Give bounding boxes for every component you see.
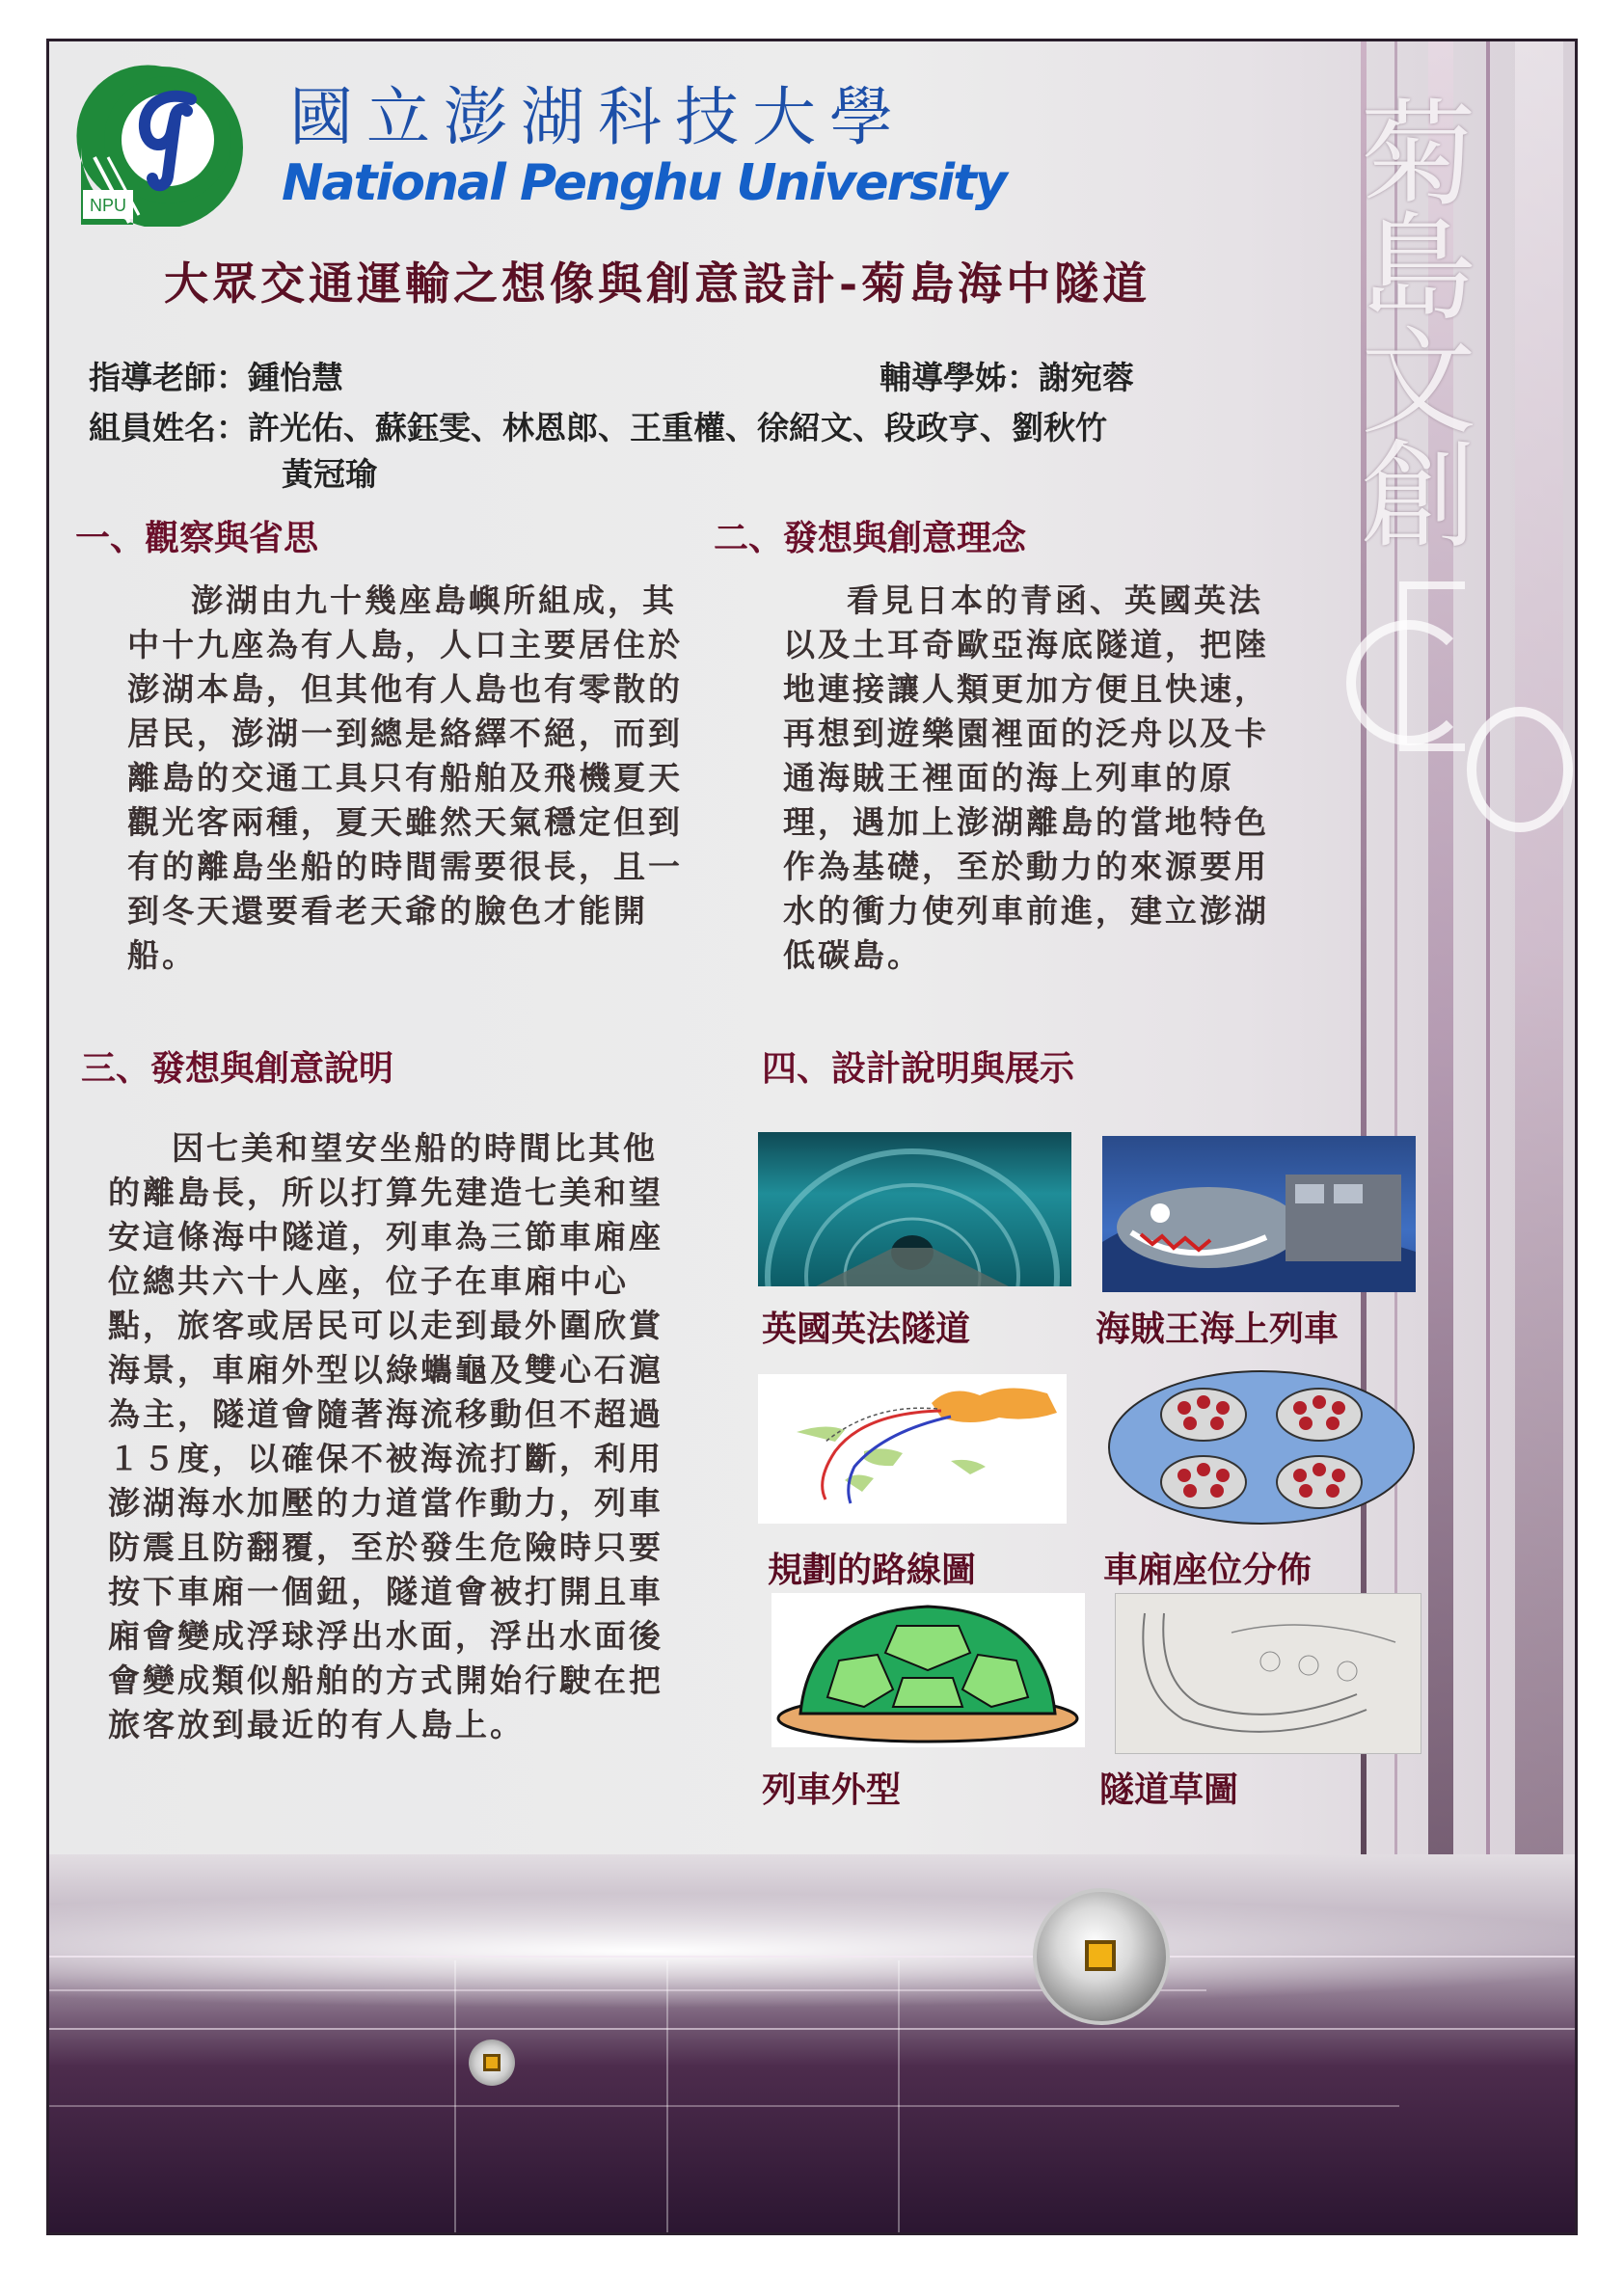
- decor-line: [666, 1960, 668, 2235]
- figure-caption-4: 車廂座位分佈: [1103, 1550, 1313, 1590]
- tunnel-sketch: [1115, 1593, 1421, 1754]
- poster-title: 大眾交通運輸之想像與創意設計-菊島海中隧道: [164, 257, 1151, 310]
- route-map: [758, 1374, 1067, 1524]
- decor-knob-small: [469, 2039, 515, 2086]
- assistant-line: 輔導學姊：謝宛蓉: [880, 359, 1134, 396]
- section-body-3: 因七美和望安坐船的時間比其他的離島長，所以打算先建造七美和望安這條海中隧道，列車為三節車廂座位總共六十人座，位子在車廂中心點，旅客或居民可以走到最外圍欣賞海景，車廂外型以綠蠵龜及雙心石滬為主，隧道會隨著海流移動但不超過１５度，以確保不被海流打斷，利用澎湖海水加壓的力道當作動力，列車防震且防翻覆，至於發生危險時只要按下車廂一個鈕，隧道會被打開且車廂會變成浮球浮出水面，浮出水面後會變成類似船舶的方式開始行駛在把旅客放到最近的有人島上。: [108, 1129, 663, 1743]
- decor-stripe: [1515, 41, 1563, 1854]
- decor-line: [454, 1960, 456, 2235]
- figure-caption-1: 英國英法隧道: [762, 1309, 971, 1349]
- sea-train-cartoon: [1102, 1136, 1416, 1292]
- members-line: 組員姓名：許光佑、蘇鈺雯、林恩郎、王重權、徐紹文、段政亨、劉秋竹: [89, 409, 1107, 446]
- figure-caption-3: 規劃的路線圖: [768, 1550, 977, 1590]
- decor-line: [49, 2028, 1578, 2030]
- logo-text: NPU: [89, 196, 127, 215]
- side-char: 島: [1361, 203, 1476, 337]
- decor-line: [49, 1956, 1578, 1958]
- figure-caption-5: 列車外型: [762, 1769, 902, 1810]
- side-char: 創: [1361, 430, 1476, 564]
- decor-glyph: [1399, 581, 1465, 751]
- knob-square-icon: [483, 2054, 501, 2071]
- university-name-cn: 國立澎湖科技大學: [289, 80, 907, 154]
- figure-caption-6: 隧道草圖: [1099, 1769, 1239, 1810]
- decor-stripe: [1486, 41, 1490, 1854]
- section-heading-1: 一、觀察與省思: [75, 518, 319, 558]
- section-heading-3: 三、發想與創意說明: [81, 1048, 394, 1089]
- members-line-2: 黃冠瑜: [282, 455, 377, 493]
- knob-square-icon: [1085, 1940, 1116, 1971]
- decor-ring: [1467, 707, 1573, 832]
- npu-logo-icon: [75, 61, 249, 227]
- side-char: 菊: [1361, 89, 1476, 223]
- university-name-en: National Penghu University: [282, 154, 1006, 212]
- section-body-1: 澎湖由九十幾座島嶼所組成，其中十九座為有人島，人口主要居住於澎湖本島，但其他有人島也有零散的居民，澎湖一到總是絡繹不絕，而到離島的交通工具只有船舶及飛機夏天觀光客兩種，夏天雖然天氣穩定但到有的離島坐船的時間需要很長，且一到冬天還要看老天爺的臉色才能開船。: [127, 581, 683, 974]
- decor-knob: [1033, 1888, 1170, 2025]
- tunnel-photo: [758, 1132, 1071, 1286]
- vertical-side-text: [1361, 89, 1476, 564]
- decor-line: [898, 1960, 900, 2235]
- advisor-line: 指導老師：鍾怡慧: [89, 359, 343, 396]
- section-heading-2: 二、發想與創意理念: [714, 518, 1027, 558]
- turtle-shell-train: [771, 1593, 1085, 1747]
- seat-layout: [1107, 1369, 1416, 1526]
- section-body-2: 看見日本的青函、英國英法以及土耳奇歐亞海底隧道，把陸地連接讓人類更加方便且快速，再想到遊樂園裡面的泛舟以及卡通海賊王裡面的海上列車的原理，遇加上澎湖離島的當地特色作為基礎，至於動力的來源要用水的衝力使列車前進，建立澎湖低碳島。: [783, 581, 1269, 974]
- side-char: 文: [1361, 316, 1476, 450]
- section-heading-4: 四、設計說明與展示: [762, 1048, 1075, 1089]
- figure-caption-2: 海賊王海上列車: [1096, 1309, 1340, 1349]
- bottom-glow: [46, 1893, 1578, 2009]
- decor-line: [49, 1989, 1206, 1991]
- decor-line: [49, 2105, 1399, 2107]
